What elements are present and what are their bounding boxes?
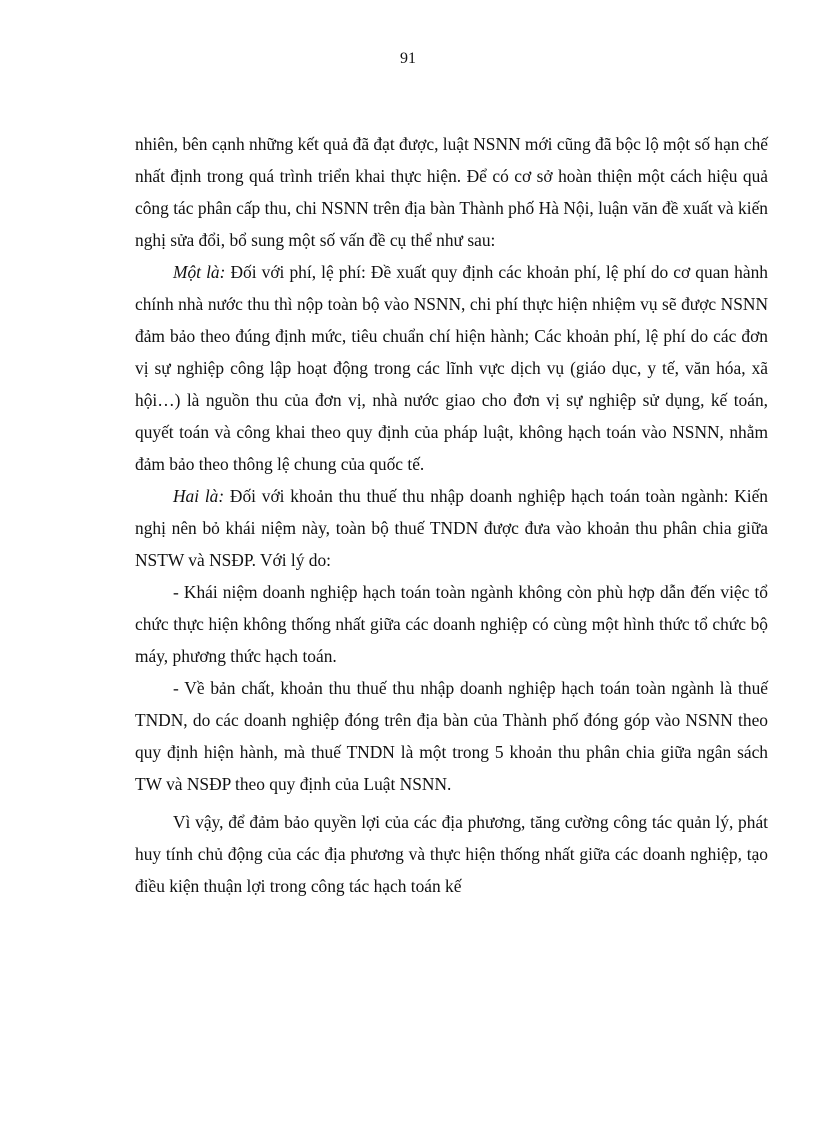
proposal-two-lead: Hai là: xyxy=(173,486,225,506)
proposal-one-lead: Một là: xyxy=(173,262,226,282)
paragraph-proposal-one xyxy=(135,256,768,480)
paragraph-intro-continuation: nhiên, bên cạnh những kết quả đã đạt được, luật NSNN mới cũng đã bộc lộ một số hạn chế nhất định trong quá trình triển khai thực hiện. Để có cơ sở hoàn thiện một cách hiệu quả công tác phân cấp thu, chi NSNN trên địa bàn Thành phố Hà Nội, luận văn đề xuất và kiến nghị sửa đổi, bổ sung một số vấn đề cụ thể như sau: xyxy=(135,134,768,250)
page-number: 91 xyxy=(400,50,416,67)
paragraph-proposal-two xyxy=(135,480,768,576)
proposal-two-text: Đối với khoản thu thuế thu nhập doanh nghiệp hạch toán toàn ngành: Kiến nghị nên bỏ khái niệm này, toàn bộ thuế TNDN được đưa vào khoản thu phân chia giữa NSTW và NSĐP. Với lý do: xyxy=(135,486,768,570)
paragraph-conclusion: Vì vậy, để đảm bảo quyền lợi của các địa phương, tăng cường công tác quản lý, phát huy tính chủ động của các địa phương và thực hiện thống nhất giữa các doanh nghiệp, tạo điều kiện thuận lợi trong công tác hạch toán kế xyxy=(135,812,768,896)
proposal-one-text: Đối với phí, lệ phí: Đề xuất quy định các khoản phí, lệ phí do cơ quan hành chính nhà nước thu thì nộp toàn bộ vào NSNN, chi phí thực hiện nhiệm vụ sẽ được NSNN đảm bảo theo đúng định mức, tiêu chuẩn chí hiện hành; Các khoản phí, lệ phí do các đơn vị sự nghiệp công lập hoạt động trong các lĩnh vực dịch vụ (giáo dục, y tế, văn hóa, xã hội…) là nguồn thu của đơn vị, nhà nước giao cho đơn vị sự nghiệp sử dụng, kế toán, quyết toán và công khai theo quy định của pháp luật, không hạch toán vào NSNN, nhằm đảm bảo theo thông lệ chung của quốc tế. xyxy=(135,262,768,474)
document-body xyxy=(135,128,768,902)
reason-item-one: - Khái niệm doanh nghiệp hạch toán toàn ngành không còn phù hợp dẫn đến việc tổ chức thực hiện không thống nhất giữa các doanh nghiệp có cùng một hình thức tổ chức bộ máy, phương thức hạch toán. xyxy=(135,582,768,666)
reason-item-two: - Về bản chất, khoản thu thuế thu nhập doanh nghiệp hạch toán toàn ngành là thuế TNDN, do các doanh nghiệp đóng trên địa bàn của Thành phố đóng góp vào NSNN theo quy định hiện hành, mà thuế TNDN là một trong 5 khoản thu phân chia giữa ngân sách TW và NSĐP theo quy định của Luật NSNN. xyxy=(135,678,768,794)
